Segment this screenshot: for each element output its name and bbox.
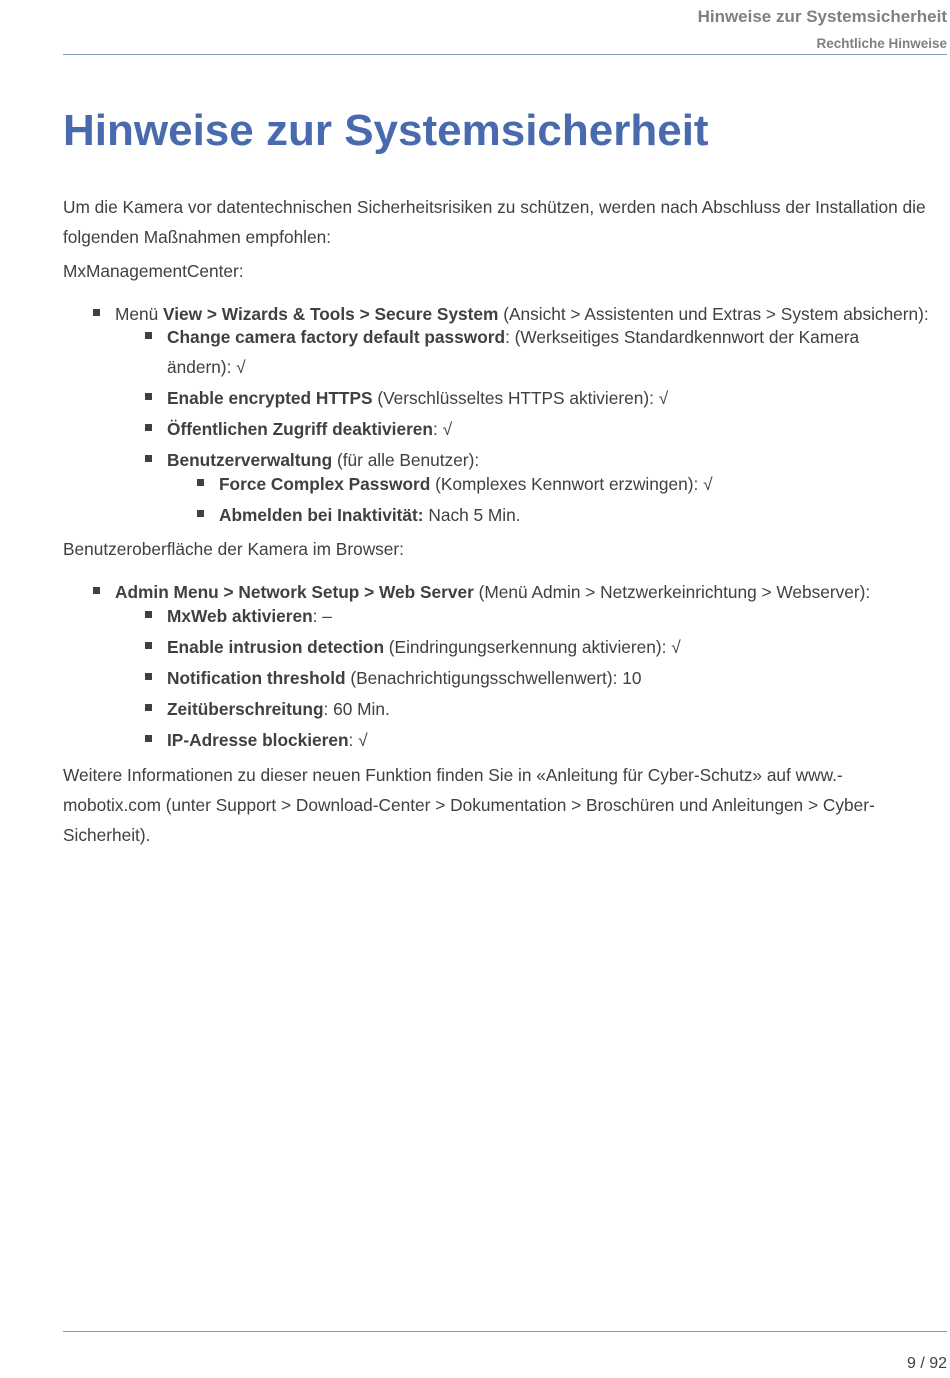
item-label: Enable encrypted HTTPS xyxy=(167,388,373,408)
item-label: Notification threshold xyxy=(167,668,346,688)
item-value: (Verschlüsseltes HTTPS aktivieren): √ xyxy=(372,388,669,408)
menu-path: Admin Menu > Network Setup > Web Server xyxy=(115,582,474,602)
list-item xyxy=(167,725,368,755)
menu-path: View > Wizards & Tools > Secure System xyxy=(163,304,499,324)
section-label-browser: Benutzeroberfläche der Kamera im Browser: xyxy=(63,539,404,559)
header-divider xyxy=(63,54,947,55)
bullet-icon xyxy=(197,479,204,486)
item-value: (für alle Benutzer): xyxy=(332,450,480,470)
item-value: (Benachrichtigungsschwellenwert): 10 xyxy=(345,668,642,688)
item-label: MxWeb aktivieren xyxy=(167,606,313,626)
running-header-subtitle: Rechtliche Hinweise xyxy=(816,36,947,51)
item-value: : √ xyxy=(348,730,368,750)
item-value: Nach 5 Min. xyxy=(423,505,521,525)
bullet-icon xyxy=(145,673,152,680)
page-title: Hinweise zur Systemsicherheit xyxy=(63,106,709,155)
outro-paragraph: Weitere Informationen zu dieser neuen Funktion finden Sie in «Anleitung für Cyber-Schutz» auf www.-mobotix.com (unter Support > Download-Center > Dokumentation > Broschüren und Anleitungen > Cyber-Sicherheit). xyxy=(63,765,875,845)
list-item xyxy=(167,383,668,413)
list-item xyxy=(167,632,681,662)
menu-path-translation: (Ansicht > Assistenten und Extras > System absichern): xyxy=(498,304,929,324)
item-label: Zeitüberschreitung xyxy=(167,699,324,719)
list-item xyxy=(167,663,641,693)
bullet-icon xyxy=(145,704,152,711)
list-item xyxy=(167,601,332,631)
item-value: : (Werkseitiges Standardkennwort der Kamera ändern): √ xyxy=(167,327,860,377)
list-item xyxy=(167,414,452,444)
page-number: 9 / 92 xyxy=(906,1355,947,1372)
intro-paragraph: Um die Kamera vor datentechnischen Sicherheitsrisiken zu schützen, werden nach Abschluss der Installation die folgenden Maßnahmen empfohlen: xyxy=(63,197,926,247)
item-value: : – xyxy=(312,606,332,626)
item-label: Change camera factory default password xyxy=(167,327,506,347)
item-label: Force Complex Password xyxy=(219,474,431,494)
list-item xyxy=(219,469,713,499)
item-label: Benutzerverwaltung xyxy=(167,450,333,470)
list-item xyxy=(219,500,521,530)
item-value: : 60 Min. xyxy=(323,699,390,719)
item-label: Abmelden bei Inaktivität: xyxy=(219,505,424,525)
item-label: Enable intrusion detection xyxy=(167,637,384,657)
bullet-icon xyxy=(145,455,152,462)
menu-prefix: Menü xyxy=(115,304,164,324)
menu-path-translation: (Menü Admin > Netzwerkeinrichtung > Webserver): xyxy=(473,582,871,602)
bullet-icon xyxy=(145,393,152,400)
item-value: (Eindringungserkennung aktivieren): √ xyxy=(384,637,681,657)
list-item xyxy=(167,694,390,724)
bullet-icon xyxy=(145,332,152,339)
footer-divider xyxy=(63,1331,947,1332)
item-label: IP-Adresse blockieren xyxy=(167,730,349,750)
list-item xyxy=(167,322,897,382)
section-label-mxmc: MxManagementCenter: xyxy=(63,261,244,281)
bullet-icon xyxy=(145,424,152,431)
bullet-icon xyxy=(197,510,204,517)
item-label: Öffentlichen Zugriff deaktivieren xyxy=(167,419,433,439)
item-value: (Komplexes Kennwort erzwingen): √ xyxy=(430,474,713,494)
running-header-title: Hinweise zur Systemsicherheit xyxy=(697,7,947,26)
bullet-icon xyxy=(145,642,152,649)
bullet-icon xyxy=(145,611,152,618)
bullet-icon xyxy=(93,587,100,594)
bullet-icon xyxy=(93,309,100,316)
bullet-icon xyxy=(145,735,152,742)
item-value: : √ xyxy=(432,419,453,439)
